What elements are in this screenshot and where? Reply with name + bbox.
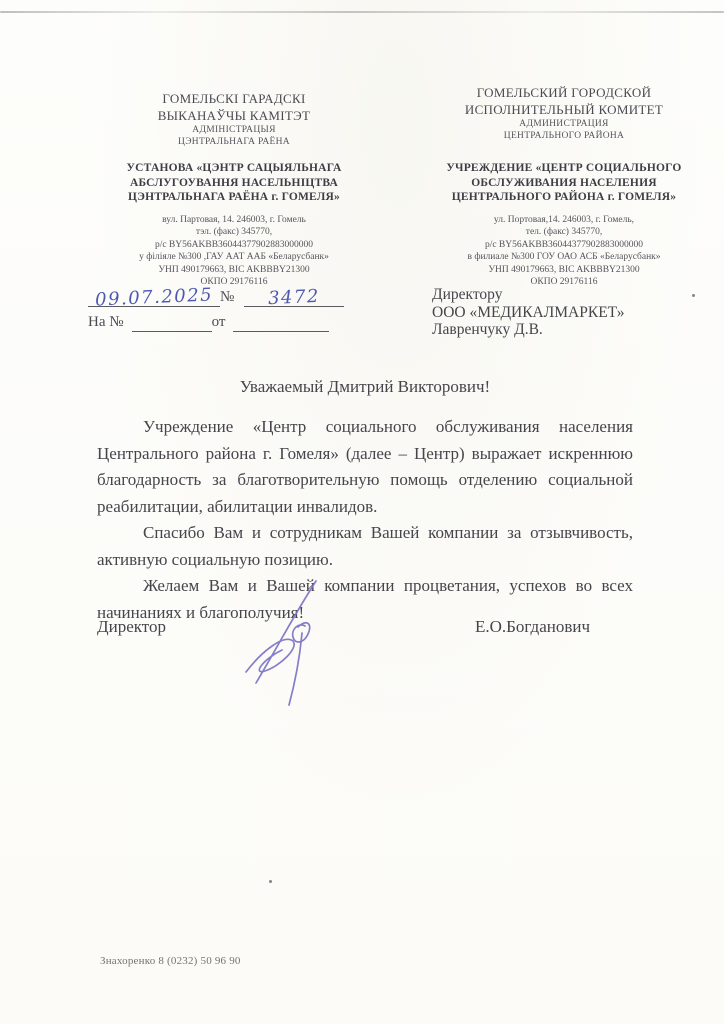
reply-reference-row <box>88 308 348 332</box>
address-line: р/с BY56AKBB36044377902883000000 <box>154 239 314 250</box>
signer-title: Директор <box>97 617 166 636</box>
body-paragraph: Желаем Вам и Вашей компании процветания, успехов во всех начинаниях и благополучия! <box>97 576 633 622</box>
institution-line: АБСЛУГОУВАННЯ НАСЕЛЬНІЦТВА <box>129 176 339 189</box>
number-label: № <box>220 289 235 305</box>
reply-date-field <box>233 331 329 332</box>
admin-line: АДМІНІСТРАЦЫЯ <box>192 125 276 135</box>
salutation: Уважаемый Дмитрий Викторович! <box>239 377 491 396</box>
date-field <box>88 284 220 311</box>
date-number-row <box>88 279 348 311</box>
from-label: от <box>211 314 226 330</box>
org-name-line: ГОМЕЛЬСКІ ГАРАДСКІ <box>162 91 306 106</box>
addressee-block <box>432 286 625 339</box>
institution-line: УСТАНОВА «ЦЭНТР САЦЫЯЛЬНАГА <box>126 162 342 174</box>
org-name-line: ИСПОЛНИТЕЛЬНЫЙ КОМИТЕТ <box>464 101 664 117</box>
institution-line: ОБСЛУЖИВАНИЯ НАСЕЛЕНИЯ <box>471 176 657 189</box>
handwritten-number: 3472 <box>268 285 321 310</box>
signature-row <box>97 617 633 637</box>
address-line: вул. Партовая, 14. 246003, г. Гомель <box>162 214 306 225</box>
body-paragraph: Учреждение «Центр социального обслуживания населения Центрального района г. Гомеля» (далее – Центр) выражает искреннюю благодарность за благотворительную помощь отделению социальной реабилитации, абилитации инвалидов. <box>97 417 633 516</box>
reply-label: На № <box>88 314 124 330</box>
letterhead-left-column <box>80 91 388 289</box>
address-line: ОКПО 29176116 <box>200 277 268 287</box>
address-line: у філіяле №300 ,ГАУ ААТ ААБ «Беларусбанк» <box>139 252 329 262</box>
scan-speck <box>269 880 272 883</box>
address-line: УНП 490179663, BIC AKBBBY21300 <box>158 264 310 275</box>
handwritten-signature <box>236 571 348 713</box>
letter-body <box>97 414 633 626</box>
signer-name: Е.О.Богданович <box>475 617 591 636</box>
address-line: р/с BY56AKBB36044377902883000000 <box>484 239 644 250</box>
letterhead-right-column <box>413 85 715 289</box>
address-block <box>80 214 388 289</box>
admin-line: ЦЭНТРАЛЬНАГА РАЁНА <box>178 137 290 147</box>
institution-line: ЦЭНТРАЛЬНАГА РАЁНА г. ГОМЕЛЯ» <box>128 191 340 203</box>
address-block <box>413 214 715 289</box>
address-line: в филиале №300 ГОУ ОАО АСБ «Беларусбанк» <box>467 252 661 262</box>
addressee-line: Директору <box>432 286 503 303</box>
admin-line: ЦЕНТРАЛЬНОГО РАЙОНА <box>503 131 625 141</box>
body-paragraph: Спасибо Вам и сотрудникам Вашей компании за отзывчивость, активную социальную позицию. <box>97 523 633 569</box>
institution-line: УЧРЕЖДЕНИЕ «ЦЕНТР СОЦИАЛЬНОГО <box>446 162 682 174</box>
addressee-line: Лавренчуку Д.В. <box>432 321 543 338</box>
scan-speck <box>692 294 695 297</box>
address-line: тел. (факс) 345770, <box>525 227 603 237</box>
address-line: тэл. (факс) 345770, <box>195 227 273 237</box>
number-field <box>244 285 344 310</box>
handwritten-date: 09.07.2025 <box>94 284 214 311</box>
institution-name-block <box>413 161 715 205</box>
org-name-line: ВЫКАНАЎЧЫ КАМІТЭТ <box>157 107 311 123</box>
institution-line: ЦЕНТРАЛЬНОГО РАЙОНА г. ГОМЕЛЯ» <box>451 191 677 203</box>
executor-contact: Знахоренко 8 (0232) 50 96 90 <box>100 955 241 967</box>
reference-block <box>88 279 348 332</box>
addressee-line: ООО «МЕДИКАЛМАРКЕТ» <box>432 303 625 321</box>
address-line: ОКПО 29176116 <box>530 277 598 287</box>
address-line: ул. Портовая,14. 246003, г. Гомель, <box>493 214 635 225</box>
address-line: УНП 490179663, BIC AKBBBY21300 <box>488 264 640 275</box>
reply-number-field <box>132 331 212 332</box>
scan-fold-line <box>0 11 724 13</box>
institution-name-block <box>80 161 388 205</box>
admin-line: АДМИНИСТРАЦИЯ <box>519 119 609 129</box>
org-name-line: ГОМЕЛЬСКИЙ ГОРОДСКОЙ <box>476 85 652 100</box>
